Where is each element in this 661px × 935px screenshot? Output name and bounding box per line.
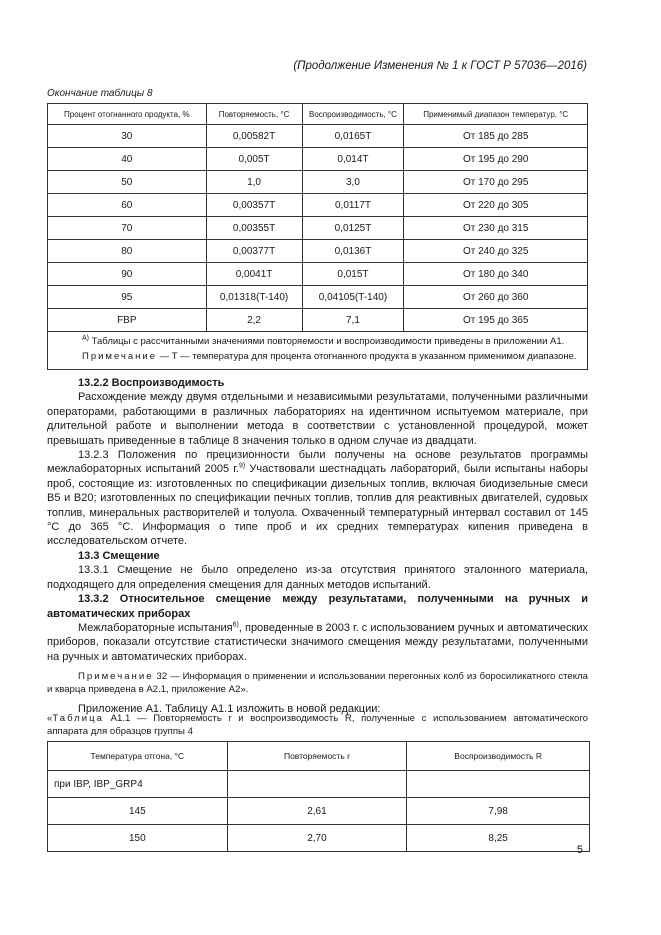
table-8 (47, 103, 588, 370)
table-cell: От 240 до 325 (404, 240, 588, 263)
table-row (48, 771, 590, 798)
footnote-marker: A) (82, 334, 89, 342)
table-cell: От 180 до 340 (404, 263, 588, 286)
table-row (48, 825, 590, 852)
note-label: Примечание (78, 671, 154, 683)
table-row (48, 263, 588, 286)
tableA-caption (47, 712, 588, 738)
footnote-ref: 6) (232, 621, 239, 629)
paragraph: Расхождение между двумя отдельными и независимыми результатами, полученными различными операторами, работающими в различных лабораториях на идентичном испытуемом материале, при длительной работе и выполнении метода в соответствии с установленной процедурой, может превышать приведенные в таблице 8 значения только в одном случае из двадцати. (47, 391, 588, 447)
table-row (48, 309, 588, 332)
table-cell: 70 (48, 217, 207, 240)
column-header: Применимый диапазон температур, °C (404, 104, 588, 125)
column-header: Повторяемость, °C (206, 104, 302, 125)
table-cell: От 260 до 360 (404, 286, 588, 309)
table-cell: 3,0 (302, 171, 404, 194)
column-header: Воспроизводимость, °C (302, 104, 404, 125)
table-cell: 7,1 (302, 309, 404, 332)
table-cell: 60 (48, 194, 207, 217)
table-row (48, 171, 588, 194)
caption-prefix: « (47, 713, 53, 724)
table-cell: 30 (48, 125, 207, 148)
paragraph (47, 621, 588, 664)
table-row (48, 125, 588, 148)
section-text (47, 376, 588, 717)
paragraph-text: 13.2.3 Положения по прецизионности были получены на основе результатов программы межлабораторных испытаний 2005 г. (47, 449, 588, 476)
table-cell: 0,00357T (206, 194, 302, 217)
table-cell: 0,00377T (206, 240, 302, 263)
table-cell: 2,70 (227, 825, 407, 852)
column-header: Повторяемость r (227, 742, 407, 771)
table-cell (407, 771, 590, 798)
table-row (48, 194, 588, 217)
table-cell (227, 771, 407, 798)
table-cell: От 220 до 305 (404, 194, 588, 217)
note-text: — T — температура для процента отогнанного продукта в указанном применимом диапазоне. (157, 351, 577, 362)
column-header: Процент отогнанного продукта, % (48, 104, 207, 125)
table-cell: 0,00582T (206, 125, 302, 148)
note-32 (47, 670, 588, 696)
table-cell: 150 (48, 825, 228, 852)
caption-text: А1.1 — Повторяемость r и воспроизводимость R, полученные с использованием автоматического аппарата для образцов группы 4 (47, 713, 588, 737)
table-cell: 0,00355T (206, 217, 302, 240)
table-cell: От 185 до 285 (404, 125, 588, 148)
table-header-row (48, 742, 590, 771)
paragraph-text: Участвовали шестнадцать лабораторий, были испытаны наборы проб, состоящие из: изготовленных по спецификации дизельных топлив, включая биодизельные смеси B5 и B20; изготовленных по спецификации печных топлив, топлив для реактивных двигателей, судовых топлив, минеральных растворителей и толуола. Охваченный температурный интервал составил от 145 °C до 365 °C. Информация о типе проб и их средних температурах кипения приведена в исследовательском отчете. (47, 463, 588, 548)
table-cell: 0,0117T (302, 194, 404, 217)
table-cell: 1,0 (206, 171, 302, 194)
table-cell: 80 (48, 240, 207, 263)
table-cell: 0,015T (302, 263, 404, 286)
table-cell: 145 (48, 798, 228, 825)
table-row (48, 798, 590, 825)
section-heading: 13.3.2 Относительное смещение между результатами, полученными на ручных и автоматических приборах (47, 593, 588, 620)
table-cell: От 230 до 315 (404, 217, 588, 240)
table-cell: 90 (48, 263, 207, 286)
table-cell: 0,0136T (302, 240, 404, 263)
continuation-header: (Продолжение Изменения № 1 к ГОСТ Р 57036—2016) (293, 60, 587, 72)
paragraph (47, 448, 588, 549)
table-cell: 0,04105(T-140) (302, 286, 404, 309)
table-cell: 50 (48, 171, 207, 194)
table-footnote-cell (48, 332, 588, 370)
column-header: Воспроизводимость R (407, 742, 590, 771)
table-row (48, 217, 588, 240)
table-cell: 0,01318(T-140) (206, 286, 302, 309)
table-cell: 40 (48, 148, 207, 171)
table-header-row (48, 104, 588, 125)
footnote-ref: 9) (238, 462, 246, 470)
table-cell: От 170 до 295 (404, 171, 588, 194)
table-cell: 2,61 (227, 798, 407, 825)
caption-line (47, 712, 588, 738)
caption-label: Таблица (52, 713, 104, 724)
table-cell: 8,25 (407, 825, 590, 852)
paragraph-text: , проведенные в 2003 г. с использованием ручных и автоматических приборов, показали отсутствие статистически значимого смещения между результатами, полученными на ручных и автоматических приборах. (47, 621, 589, 663)
table-cell: 0,0165T (302, 125, 404, 148)
table-cell: 0,0125T (302, 217, 404, 240)
paragraph: Приложение А1. Таблицу А1.1 изложить в новой редакции: (78, 703, 381, 716)
table-a1-1 (47, 741, 590, 852)
table-footnote (52, 335, 583, 348)
paragraph: 13.3.1 Смещение не было определено из-за отсутствия принятого эталонного материала, подходящего для определения смещения для данных методов испытаний. (47, 564, 588, 591)
table-cell: 0,005T (206, 148, 302, 171)
page-number: 5 (576, 844, 583, 856)
note-text: 32 — Информация о применении и использовании перегонных колб из боросиликатного стекла и кварца приведена в А2.1, приложение А2». (47, 671, 588, 696)
table-cell: 2,2 (206, 309, 302, 332)
table-cell: 7,98 (407, 798, 590, 825)
paragraph-text: Межлабораторные испытания (78, 621, 233, 634)
table-cell: От 195 до 290 (404, 148, 588, 171)
table-row (48, 240, 588, 263)
table-row (48, 148, 588, 171)
table-note (52, 350, 583, 363)
table-cell: 95 (48, 286, 207, 309)
table-cell: От 195 до 365 (404, 309, 588, 332)
footnote-text: Таблицы с рассчитанными значениями повторяемости и воспроизводимости приведены в приложении А1. (91, 336, 565, 347)
column-header: Температура отгона, °C (48, 742, 228, 771)
table-cell: 0,014T (302, 148, 404, 171)
table-cell: при IBP, IBP_GRP4 (48, 771, 228, 798)
note-label: Примечание (82, 351, 157, 362)
section-heading: 13.3 Смещение (78, 549, 160, 562)
table8-caption: Окончание таблицы 8 (47, 88, 153, 99)
table-note-row (48, 332, 588, 370)
section-heading: 13.2.2 Воспроизводимость (78, 377, 225, 389)
table-cell: FBP (48, 309, 207, 332)
table-cell: 0,0041T (206, 263, 302, 286)
table-row (48, 286, 588, 309)
